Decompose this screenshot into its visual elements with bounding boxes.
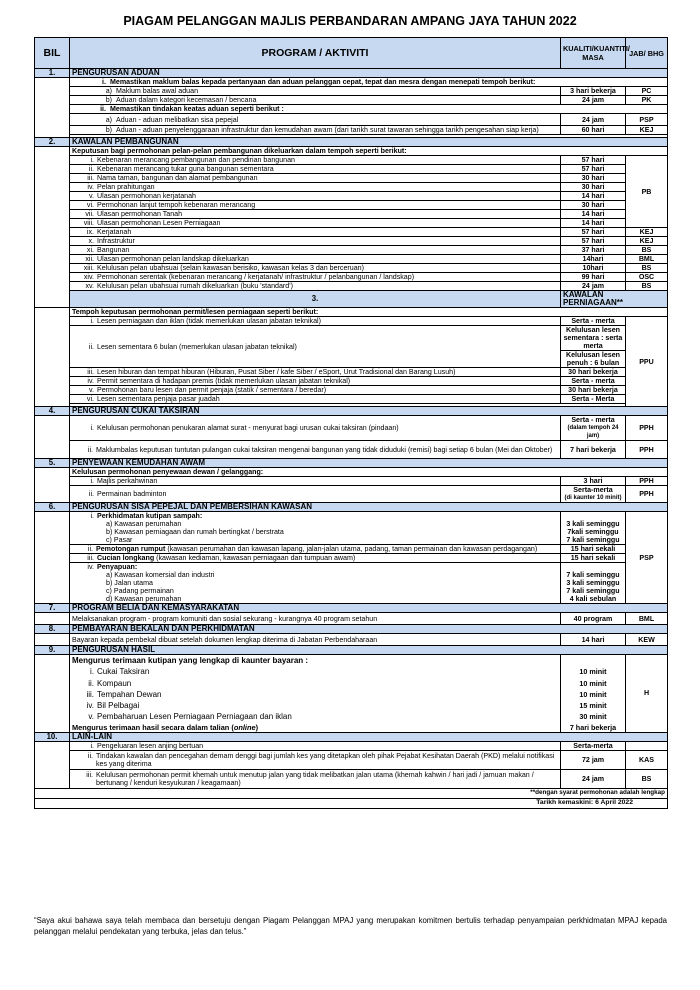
row-jab: KAS [626, 750, 668, 769]
row-value: 60 hari [561, 126, 626, 135]
section-title: PENGURUSAN SISA PEPEJAL DAN PEMBERSIHAN KAWASAN [70, 503, 668, 512]
table-row [35, 554, 668, 563]
bil-cell [35, 634, 70, 646]
bil-cell [35, 655, 70, 733]
row-text: a) Maklum balas awal aduan [70, 87, 561, 96]
bil-cell [35, 613, 70, 625]
section-title: PENYEWAAN KEMUDAHAN AWAM [70, 459, 668, 468]
row-value: Kelulusan lesen sementara : serta merta [561, 326, 626, 351]
last-updated: Tarikh kemaskini: 6 April 2022 [35, 798, 668, 808]
table-row [35, 105, 668, 114]
table-row [35, 308, 668, 317]
row-text: Mengurus terimaan kutipan yang lengkap di kaunter bayaran : i. Cukai Taksiran ii. Kompaun iii. Tempahan Dewan iv. Bil Pelbagai v. Pembaharuan Lesen Perniagaan Perniagaan dan iklan Mengurus terimaan hasil secara dalam talian (online) [70, 655, 561, 733]
section-10-header [35, 732, 668, 741]
row-text: ii. Lesen sementara 6 bulan (memerlukan ulasan jabatan teknikal) [70, 326, 561, 368]
row-value: 14 hari [561, 219, 626, 228]
section-number: 6. [35, 503, 70, 512]
table-row [35, 264, 668, 273]
section-title: KAWALAN PERNIAGAAN** [561, 291, 668, 308]
row-text: ii. Memastikan tindakan keatas aduan seperti berikut : [70, 105, 668, 114]
row-text: ii. Tindakan kawalan dan pencegahan demam denggi bagi jumlah kes yang ditetapkan oleh pihak Pejabat Kesihatan Daerah (PKD) melalui notifikasi kes yang diterima [70, 750, 561, 769]
section-2-header [35, 138, 668, 147]
bil-cell [35, 308, 70, 407]
section-intro: Tempoh keputusan permohonan permit/lesen perniagaan seperti berikut: [70, 308, 668, 317]
row-jab: PSP [626, 114, 668, 126]
section-number: 1. [35, 69, 70, 78]
row-value: 10 minit 10 minit 10 minit 15 minit 30 minit 7 hari bekerja [561, 655, 626, 733]
row-text: ix. Kerjatanah [70, 228, 561, 237]
declaration-text: “Saya akui bahawa saya telah membaca dan bersetuju dengan Piagam Pelanggan MPAJ yang merupakan komitmen bertulis terhadap penyampaian perkhidmatan MPAJ kepada pelanggan melalui pendekatan yang terbuka, jelas dan telus.” [34, 916, 667, 936]
row-value: Serta - merta (dalam tempoh 24 jam) [561, 416, 626, 441]
row-value: 24 jam [561, 282, 626, 291]
row-value: 24 jam [561, 96, 626, 105]
row-value: 14 hari [561, 634, 626, 646]
page-title: PIAGAM PELANGGAN MAJLIS PERBANDARAN AMPANG JAYA TAHUN 2022 [123, 14, 577, 28]
section-title: LAIN-LAIN [70, 732, 668, 741]
section-number: 4. [35, 407, 70, 416]
section-title: PEMBAYARAN BEKALAN DAN PERKHIDMATAN [70, 625, 668, 634]
header-kualiti: KUALITI/KUANTITI/ MASA [561, 38, 626, 69]
bil-cell [35, 78, 70, 138]
section-7-header [35, 604, 668, 613]
row-text: v. Permohonan baru lesen dan permit penjaja (statik / sementara / beredar) [70, 386, 561, 395]
section-4-header [35, 407, 668, 416]
row-jab: BS [626, 246, 668, 255]
row-value: 24 jam [561, 114, 626, 126]
row-value: Serta - Merta [561, 395, 626, 404]
row-value: Serta - merta [561, 377, 626, 386]
section-5-header [35, 459, 668, 468]
table-row [35, 368, 668, 377]
row-jab: BS [626, 264, 668, 273]
row-text: ii. Permainan badminton [70, 486, 561, 503]
table-row [35, 741, 668, 750]
row-value: 3 hari [561, 477, 626, 486]
row-text: xiv. Permohonan serentak (kebenaran merancang / kerjatanah/ infrastruktur / pelanbangunan / landskap) [70, 273, 561, 282]
row-value: 14 hari [561, 192, 626, 201]
bil-cell [35, 147, 70, 308]
row-value: Serta-merta (di kaunter 10 minit) [561, 486, 626, 503]
row-jab: BML [626, 613, 668, 625]
row-value: 30 hari [561, 174, 626, 183]
table-row [35, 201, 668, 210]
section-9-header [35, 646, 668, 655]
row-jab: KEJ [626, 228, 668, 237]
row-text: iii. Lesen hiburan dan tempat hiburan (Hiburan, Pusat Siber / kafe Siber / eSport, Urut Tradisional dan Barang Lusuh) [70, 368, 561, 377]
row-text: iv. Pelan prahitungan [70, 183, 561, 192]
row-value: 72 jam [561, 750, 626, 769]
row-text: x. Infrastruktur [70, 237, 561, 246]
section-intro: Kelulusan permohonan penyewaan dewan / gelanggang: [70, 468, 668, 477]
row-text: xv. Kelulusan pelan ubahsuai rumah dikeluarkan (buku 'standard') [70, 282, 561, 291]
row-text: xii. Ulasan permohonan pelan landskap dikeluarkan [70, 255, 561, 264]
row-value: 57 hari [561, 237, 626, 246]
row-text: iii. Nama taman, bangunan dan alamat pembangunan [70, 174, 561, 183]
row-jab: KEW [626, 634, 668, 646]
table-row [35, 750, 668, 769]
table-row [35, 416, 668, 441]
row-text: i. Lesen perniagaan dan iklan (tidak memerlukan ulasan jabatan teknikal) [70, 317, 561, 326]
table-row [35, 468, 668, 477]
row-value: Serta-merta [561, 741, 626, 750]
row-value: 30 hari [561, 183, 626, 192]
footnote: **dengan syarat permohonan adalah lengkap [35, 788, 668, 798]
row-jab: PK [626, 96, 668, 105]
row-value: 57 hari [561, 228, 626, 237]
section-number: 5. [35, 459, 70, 468]
row-text: b) Aduan dalam kategori kecemasan / bencana [70, 96, 561, 105]
row-text: vi. Permohonan lanjut tempoh kebenaran merancang [70, 201, 561, 210]
row-jab: PPH [626, 441, 668, 459]
table-row [35, 114, 668, 126]
bil-cell [35, 468, 70, 503]
section-intro: Keputusan bagi permohonan pelan-pelan pembangunan dikeluarkan dalam tempoh seperti berikut: [70, 147, 668, 156]
header-program: PROGRAM / AKTIVITI [70, 38, 561, 69]
table-row [35, 156, 668, 165]
row-value: 14hari [561, 255, 626, 264]
row-jab: OSC [626, 273, 668, 282]
row-value: 40 program [561, 613, 626, 625]
row-value: 37 hari [561, 246, 626, 255]
section-title: PENGURUSAN HASIL [70, 646, 668, 655]
row-text: i. Perkhidmatan kutipan sampah: a) Kawasan perumahan b) Kawasan perniagaan dan rumah bertingkat / berstrata c) Pasar [70, 512, 561, 545]
row-value: 15 hari sekali [561, 554, 626, 563]
row-value: 15 hari sekali [561, 545, 626, 554]
table-row [35, 326, 668, 351]
section-number: 9. [35, 646, 70, 655]
section-title: PENGURUSAN ADUAN [70, 69, 668, 78]
table-row [35, 255, 668, 264]
row-value: 14 hari [561, 210, 626, 219]
table-row [35, 512, 668, 545]
row-value: 3 hari bekerja [561, 87, 626, 96]
row-value: Serta - merta [561, 317, 626, 326]
table-row [35, 219, 668, 228]
row-text: Melaksanakan program - program komuniti dan sosial sekurang - kurangnya 40 program setahun [70, 613, 561, 625]
row-jab: H [626, 655, 668, 733]
row-text: ii. Kebenaran merancang tukar guna bangunan sementara [70, 165, 561, 174]
row-jab: PPU [626, 317, 668, 407]
row-jab: PB [626, 156, 668, 228]
section-6-header [35, 503, 668, 512]
table-row [35, 769, 668, 788]
header-bil: BIL [35, 38, 70, 69]
footnote-row [35, 788, 668, 798]
section-1-header [35, 69, 668, 78]
table-row [35, 147, 668, 156]
row-value: 7 hari bekerja [561, 441, 626, 459]
row-jab: KEJ [626, 126, 668, 135]
row-jab: PC [626, 87, 668, 96]
table-header [35, 38, 668, 69]
table-row [35, 96, 668, 105]
table-row [35, 386, 668, 395]
row-text: v. Ulasan permohonan kerjatanah [70, 192, 561, 201]
row-text: iv. Penyapuan: a) Kawasan komersial dan industri b) Jalan utama c) Padang permainan d) Kawasan perumahan [70, 563, 561, 604]
row-text: iv. Permit sementara di hadapan premis (tidak memerlukan ulasan jabatan teknikal) [70, 377, 561, 386]
table-row [35, 377, 668, 386]
table-row [35, 395, 668, 404]
row-jab: BS [626, 769, 668, 788]
row-value: 7 kali seminggu 3 kali seminggu 7 kali seminggu 4 kali sebulan [561, 563, 626, 604]
row-value: 99 hari [561, 273, 626, 282]
section-8-header [35, 625, 668, 634]
section-title: PENGURUSAN CUKAI TAKSIRAN [70, 407, 668, 416]
row-text: iii. Cucian longkang (kawasan kediaman, kawasan perniagaan dan tumpuan awam) [70, 554, 561, 563]
table-row [35, 246, 668, 255]
updated-row [35, 798, 668, 808]
row-value: Kelulusan lesen penuh : 6 bulan [561, 351, 626, 368]
section-title: KAWALAN PEMBANGUNAN [70, 138, 668, 147]
table-row [35, 87, 668, 96]
bil-cell [35, 741, 70, 788]
section-number: 8. [35, 625, 70, 634]
section-title: PROGRAM BELIA DAN KEMASYARAKATAN [70, 604, 668, 613]
section-number: 2. [35, 138, 70, 147]
table-row [35, 273, 668, 282]
row-text: i. Majlis perkahwinan [70, 477, 561, 486]
row-text: i. Kelulusan permohonan penukaran alamat surat - menyurat bagi urusan cukai taksiran (pindaan) [70, 416, 561, 441]
table-row [35, 655, 668, 733]
section-3-header [35, 291, 668, 308]
table-row [35, 477, 668, 486]
row-text: i. Memastikan maklum balas kepada pertanyaan dan aduan pelanggan cepat, tepat dan mesra dengan menepati tempoh berikut: [70, 78, 668, 87]
section-number: 3. [70, 291, 561, 308]
table-row [35, 174, 668, 183]
table-row [35, 78, 668, 87]
row-text: vi. Lesen sementara penjaja pasar juadah [70, 395, 561, 404]
row-value: 57 hari [561, 156, 626, 165]
row-jab: BML [626, 255, 668, 264]
table-row [35, 545, 668, 554]
row-text: iii. Kelulusan permohonan permit khemah untuk menutup jalan yang tidak melibatkan jalan utama (khemah kahwin / hari jadi / jamuan makan / bertunang / kenduri kesyukuran / keagamaan) [70, 769, 561, 788]
row-text: b) Aduan - aduan penyelenggaraan infrastruktur dan kemudahan awam (dari tarikh surat tawaran sehingga tarikh pengesahan siap kerja) [70, 126, 561, 135]
row-jab [626, 741, 668, 750]
row-value: 3 kali seminggu 7kali seminggu 7 kali seminggu [561, 512, 626, 545]
table-row [35, 228, 668, 237]
row-text: xi. Bangunan [70, 246, 561, 255]
table-row [35, 237, 668, 246]
row-text: Bayaran kepada pembekal dibuat setelah dokumen lengkap diterima di Jabatan Perbendaharaan [70, 634, 561, 646]
row-text: i. Kebenaran merancang pembangunan dan pendirian bangunan [70, 156, 561, 165]
row-jab: PPH [626, 416, 668, 441]
table-row [35, 210, 668, 219]
section-number: 10. [35, 732, 70, 741]
row-value: 10hari [561, 264, 626, 273]
table-row [35, 441, 668, 459]
row-jab: PPH [626, 486, 668, 503]
row-value: 30 hari [561, 201, 626, 210]
row-text: viii. Ulasan permohonan Lesen Perniagaan [70, 219, 561, 228]
section-number: 7. [35, 604, 70, 613]
table-row [35, 183, 668, 192]
row-text: vii. Ulasan permohonan Tanah [70, 210, 561, 219]
row-value: 30 hari bekerja [561, 368, 626, 377]
row-value: 24 jam [561, 769, 626, 788]
row-text: ii. Pemotongan rumput (kawasan perumahan dan kawasan lapang, jalan-jalan utama, padang, taman permainan dan kawasan perdagangan) [70, 545, 561, 554]
row-value: 57 hari [561, 165, 626, 174]
row-jab: PPH [626, 477, 668, 486]
row-jab: KEJ [626, 237, 668, 246]
table-row [35, 317, 668, 326]
row-jab: PSP [626, 512, 668, 604]
table-row [35, 192, 668, 201]
row-text: i. Pengeluaran lesen anjing bertuan [70, 741, 561, 750]
table-row [35, 165, 668, 174]
header-jab: JAB/ BHG [626, 38, 668, 69]
row-text: xiii. Kelulusan pelan ubahsuai (selain kawasan berisiko, kawasan kelas 3 dan berceruan) [70, 264, 561, 273]
bil-cell [35, 416, 70, 459]
row-value: 30 hari bekerja [561, 386, 626, 395]
row-text: ii. Maklumbalas keputusan tuntutan pulangan cukai taksiran mengenai bangunan yang tidak diduduki (remisi) bagi setiap 6 bulan (Mei dan Oktober) [70, 441, 561, 459]
bil-cell [35, 512, 70, 604]
row-jab: BS [626, 282, 668, 291]
table-row [35, 613, 668, 625]
table-row [35, 634, 668, 646]
table-row [35, 486, 668, 503]
row-text: a) Aduan - aduan melibatkan sisa pepejal [70, 114, 561, 126]
table-row [35, 126, 668, 135]
charter-table [34, 37, 668, 809]
table-row [35, 563, 668, 604]
